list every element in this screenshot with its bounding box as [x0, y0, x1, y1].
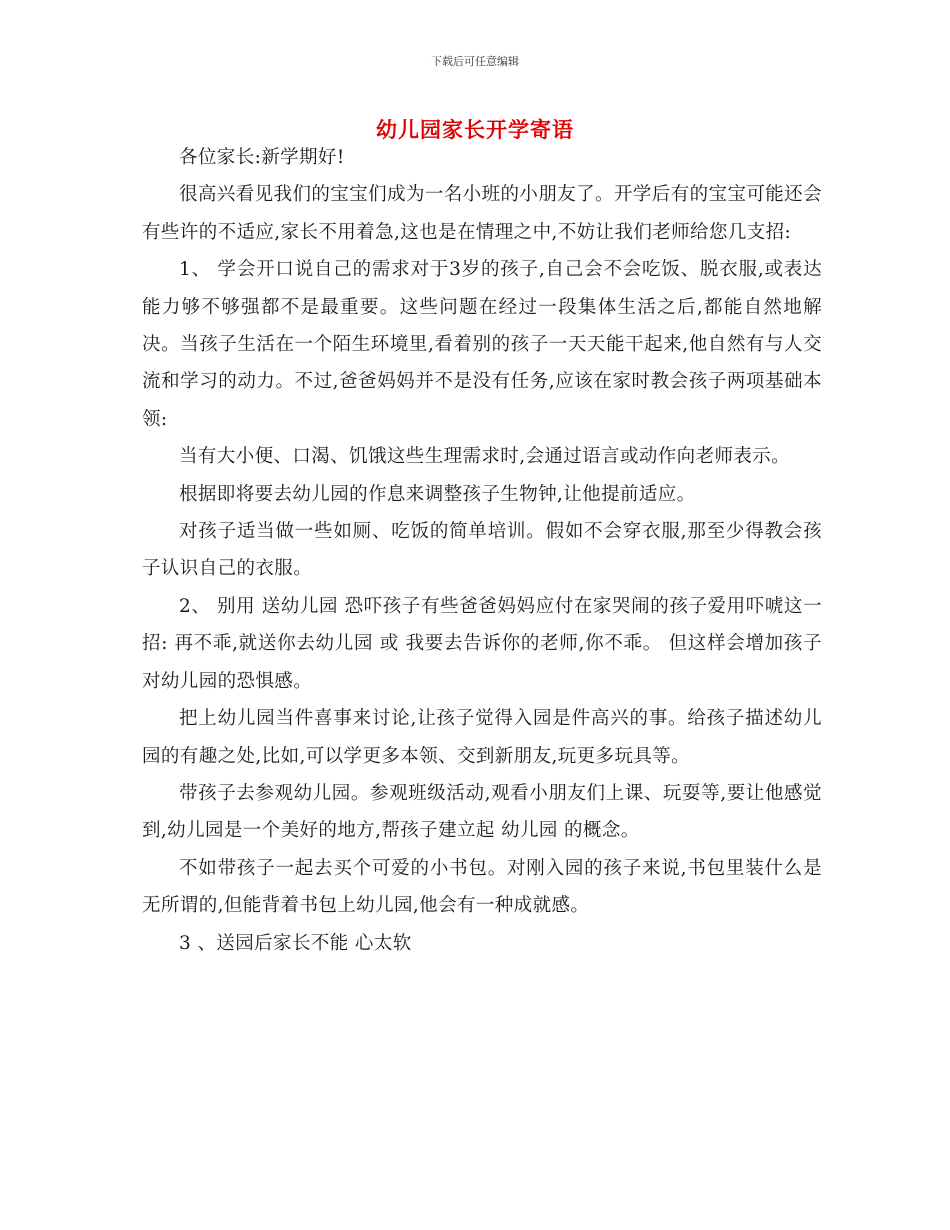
paragraph-intro: 很高兴看见我们的宝宝们成为一名小班的小朋友了。开学后有的宝宝可能还会有些许的不适应,家长不用着急,这也是在情理之中,不妨让我们老师给您几支招: [142, 184, 822, 243]
header-note: 下载后可任意编辑 [431, 55, 519, 68]
paragraph-tip-1: 1、 学会开口说自己的需求对于3岁的孩子,自己会不会吃饭、脱衣服,或表达能力够不够强都不是最重要。这些问题在经过一段集体生活之后,都能自然地解决。当孩子生活在一个陌生环境里,看着别的孩子一天天能干起来,他自然有与人交流和学习的动力。不过,爸爸妈妈并不是没有任务,应该在家时教会孩子两项基础本领: [142, 259, 822, 430]
paragraph-tip-2-item-3: 不如带孩子一起去买个可爱的小书包。对刚入园的孩子来说,书包里装什么是无所谓的,但能背着书包上幼儿园,他会有一种成就感。 [142, 857, 822, 917]
document-body [142, 139, 822, 962]
paragraph-greeting: 各位家长:新学期好! [179, 147, 345, 168]
paragraph-tip-1-item-1: 当有大小便、口渴、饥饿这些生理需求时,会通过语言或动作向老师表示。 [179, 446, 791, 468]
paragraph-tip-1-item-3: 对孩子适当做一些如厕、吃饭的简单培训。假如不会穿衣服,那至少得教会孩子认识自己的衣服。 [142, 521, 822, 580]
paragraph-tip-3: 3 、送园后家长不能 心太软 [179, 932, 412, 954]
paragraph-tip-2: 2、 别用 送幼儿园 恐吓孩子有些爸爸妈妈应付在家哭闹的孩子爱用吓唬这一招: 再不乖,就送你去幼儿园 或 我要去告诉你的老师,你不乖。 但这样会增加孩子对幼儿园的恐惧感。 [142, 595, 822, 692]
paragraph-tip-2-item-1: 把上幼儿园当件喜事来讨论,让孩子觉得入园是件高兴的事。给孩子描述幼儿园的有趣之处,比如,可以学更多本领、交到新朋友,玩更多玩具等。 [142, 708, 822, 767]
paragraph-tip-2-item-2: 带孩子去参观幼儿园。参观班级活动,观看小朋友们上课、玩耍等,要让他感觉到,幼儿园是一个美好的地方,帮孩子建立起 幼儿园 的概念。 [142, 782, 822, 842]
paragraph-tip-1-item-2: 根据即将要去幼儿园的作息来调整孩子生物钟,让他提前适应。 [179, 483, 696, 505]
page-title: 幼儿园家长开学寄语 [376, 118, 574, 142]
